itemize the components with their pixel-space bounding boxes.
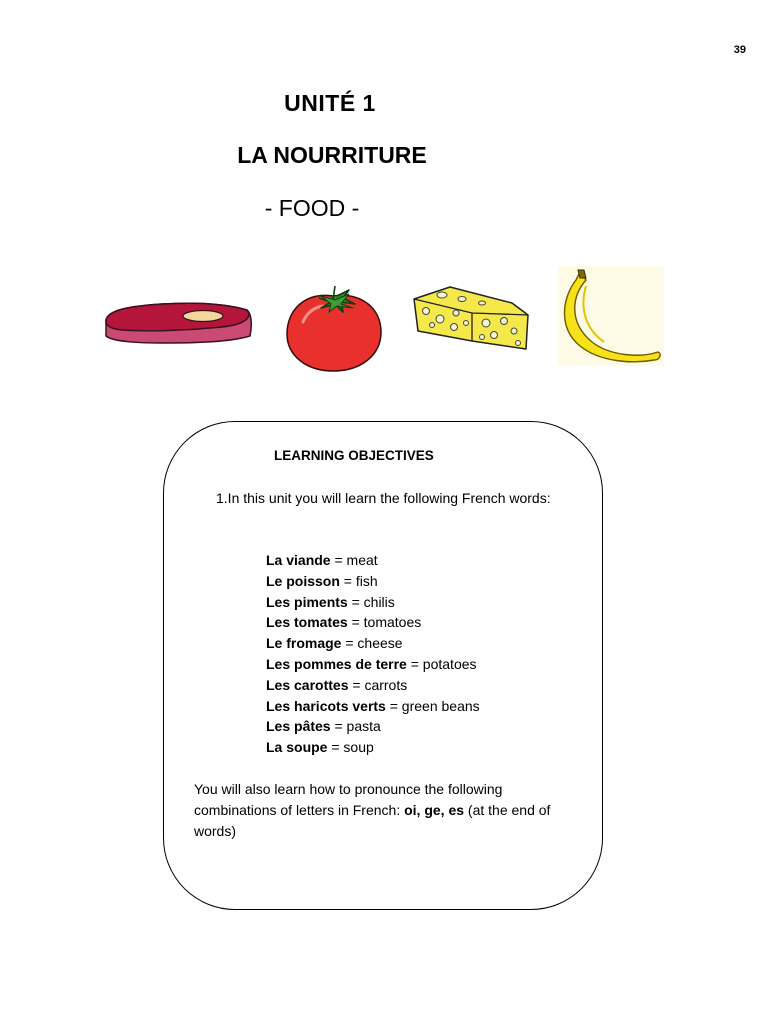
vocab-item: Les piments = chilis	[266, 593, 395, 610]
pronunciation-note: You will also learn how to pronounce the following combinations of letters in French: oi, ge, es (at the end of words)	[194, 781, 551, 839]
page-number: 39	[733, 44, 746, 56]
cheese-icon	[410, 283, 532, 355]
objectives-heading: LEARNING OBJECTIVES	[274, 448, 434, 463]
vocab-item: Le poisson = fish	[266, 572, 378, 589]
vocab-item: Le fromage = cheese	[266, 635, 403, 652]
vocab-item: Les pommes de terre = potatoes	[266, 655, 477, 672]
letter-combinations: oi, ge, es	[404, 802, 465, 818]
banana-icon	[558, 266, 664, 366]
unit-english-subtitle: - FOOD -	[264, 195, 360, 221]
unit-subtitle: LA NOURRITURE	[237, 142, 427, 168]
objectives-intro: 1.In this unit you will learn the following French words:	[216, 490, 551, 506]
vocabulary-list	[266, 550, 480, 758]
tomato-icon	[283, 282, 385, 374]
vocab-item: La soupe = soup	[266, 739, 374, 756]
unit-title: UNITÉ 1	[284, 90, 376, 116]
vocab-item: La viande = meat	[266, 552, 378, 568]
vocab-item: Les carottes = carrots	[266, 676, 408, 693]
vocab-item: Les pâtes = pasta	[266, 718, 381, 735]
meat-steak-icon	[102, 296, 254, 346]
vocab-item: Les tomates = tomatoes	[266, 614, 422, 631]
vocab-item: Les haricots verts = green beans	[266, 697, 480, 714]
